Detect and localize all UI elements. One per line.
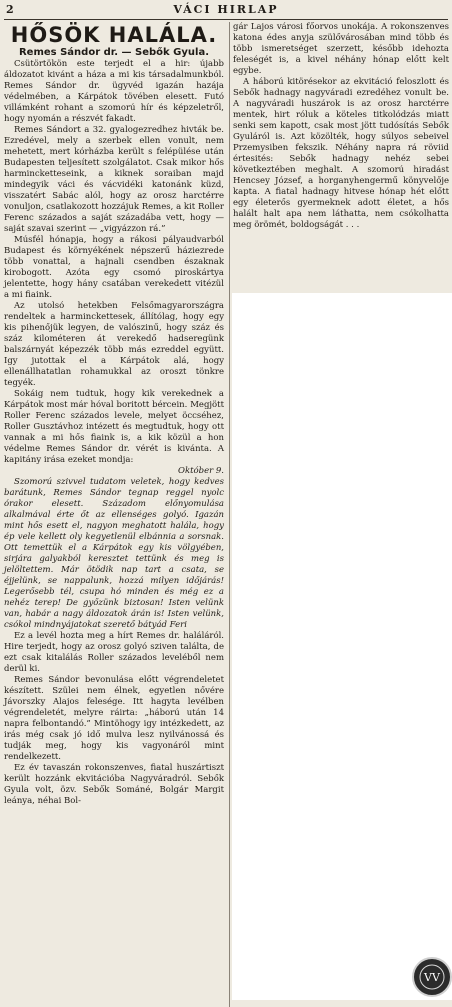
stamp-graphic — [417, 962, 447, 992]
article-subtitle: Remes Sándor dr. — Sebők Gyula. — [18, 47, 210, 58]
article-title: HŐSÖK HALÁLA. — [10, 23, 218, 47]
page-number: 2 — [6, 3, 14, 16]
letter-quote: Szomorú szivvel tudatom veletek, hogy kedves barátunk, Remes Sándor tegnap reggel nyolc órakor elesett. Századom előnyomulása alkalmával érte őt az ellenséges golyó. Igazán mint hős esett el, nagyon meghatott halála, hogy ép vele kellett oly kegyetlenül elbánnia a sorsnak. Ott temettük el a Kárpátok egy kis völgyében, sirjára galyakból keresztet tettünk és meg is jelöltettem. Már ötödik nap tart a csata, se éjjelünk, se nappalunk, hozzá milyen időjárás! Legerősebb tél, csupa hó minden és még ez a nehéz terep! De győzünk biztosan! Isten velünk van, habár a nagy áldozatok árán is! Isten velünk, csókol mindnyájatokat szerető bátyád Feri — [4, 477, 224, 630]
paragraph: A háború kitörésekor az ekvitáció feloszlott és Sebők hadnagy nagyváradi ezredéhez vonult be. A nagyváradi huszárok is az orosz harctérre mentek, hirt róluk a köteles titkolódzás miatt senki sem kapott, csak most jött tudósítás Sebők Gyuláról is. Azt közölték, hogy súlyos sebeivel Przemysiben fekszik. Néhány napra rá röviid értesités: Sebők hadnagy nehéz sebei következtében meghalt. A szomorú hiradást Hencsey József, a horganyhengermű könyvelője kapta. A fiatal hadnagy hitvese hónap hét előtt egy életerős gyermeknek adott életet, a hős halált halt apa nem láthatta, nem csókolhatta meg örömét, boldogságát . . . — [233, 77, 449, 230]
paragraph: Csütörtökön este terjedt el a hir: újabb áldozatot kivánt a háza a mi kis társadalmunkból. Remes Sándor dr. ügyvéd igazán hazája védelmében, a Kárpátok tövében elesett. Futó villámként rohant a szomorú hír és képzeletről, hogy nyomán a részvét fakadt. — [4, 59, 224, 124]
left-column — [4, 24, 224, 807]
newspaper-title: VÁCI HIRLAP — [173, 3, 279, 16]
blank-area — [232, 293, 452, 1000]
paragraph: Az utolsó hetekben Felsőmagyarországra rendeltek a harminckettesek, állítólag, hogy egy kis pihenőjük legyen, de valószinű, hogy száz és száz kilométeren át verekedő hadseregünk balszárnyát képezzék több más ezreddel együtt. Igy jutottak el a Kárpátok alá, hogy ellenállhatatlan rohamukkal az oroszt tönkre tegyék. — [4, 301, 224, 388]
paragraph: Sokáig nem tudtuk, hogy kik verekednek a Kárpátok most már hóval boritott bércein. Megjött Roller Ferenc százados levele, melyet öccséhez, Roller Gusztávhoz intézett és megtudtuk, hogy ott vannak a mi hős fiaink is, a kik közül a hon védelme Remes Sándor dr. vérét is kivánta. A kapitány irása ezeket mondja: — [4, 389, 224, 465]
paragraph: Ez a levél hozta meg a hírt Remes dr. haláláról. Hire terjedt, hogy az orosz golyó sziven találta, de ezt csak kitalálás Roller százados leveléből nem derül ki. — [4, 631, 224, 674]
stamp-text: VV — [424, 971, 440, 984]
header-rule — [4, 19, 448, 20]
right-column — [233, 22, 449, 231]
paragraph: Remes Sándor bevonulása előtt végrendeletet készített. Szülei nem élnek, egyetlen nővére Jávorszky Alajos felesége. Itt hagyta levélben végrendeletét, melyre ráirta: „háború után 14 napra felbontandó.” Mintöhogy igy intézkedett, az irás még csak jó idő mulva lesz nyilvánossá és tudják meg, hogy kis vagyonáról mint rendelkezett. — [4, 675, 224, 762]
letter-date: Október 9. — [178, 466, 224, 476]
paragraph: Ez év tavaszán rokonszenves, fiatal huszártiszt került hozzánk ekvitációba Nagyváradról. Sebők Gyula volt, özv. Sebők Sománé, Bolgár Margit leánya, néhai Bol- — [4, 763, 224, 806]
paragraph: Músfél hónapja, hogy a rákosi pályaudvarból Budapest és környékének népszerű háziezrede több vonattal, a hajnali csendben északnak kirobogott. Azóta egy csomó piroskártya jelentette, hogy hány csatában verekedett vitézül a mi fiaink. — [4, 235, 224, 300]
paragraph: Remes Sándort a 32. gyalogezredhez hivták be. Ezredével, mely a szerbek ellen vonult, nem mehetett, mert kórházba került s felépülése után Budapesten teljesített szolgálatot. Csak mikor hős harmincketteseink, a kiknek soraiban majd mindegyik váci és vácvidéki katonánk küzd, visszatért Sabác alól, hogy az orosz harctérre vonuljon, csatlakozott hozzájuk Remes, a kit Roller Ferenc százados a saját századába vett, hogy — saját szavai szerint — „vigyázzon rá.” — [4, 125, 224, 234]
column-divider — [229, 22, 230, 1007]
vv-library-stamp-icon — [412, 957, 452, 997]
paragraph: gár Lajos városi főorvos unokája. A rokonszenves katona édes anyja szülővárosában mind több és több ismeretséget szerzett, később idehozta feleségét is, a kivel néhány hónap előtt kelt egybe. — [233, 22, 449, 76]
